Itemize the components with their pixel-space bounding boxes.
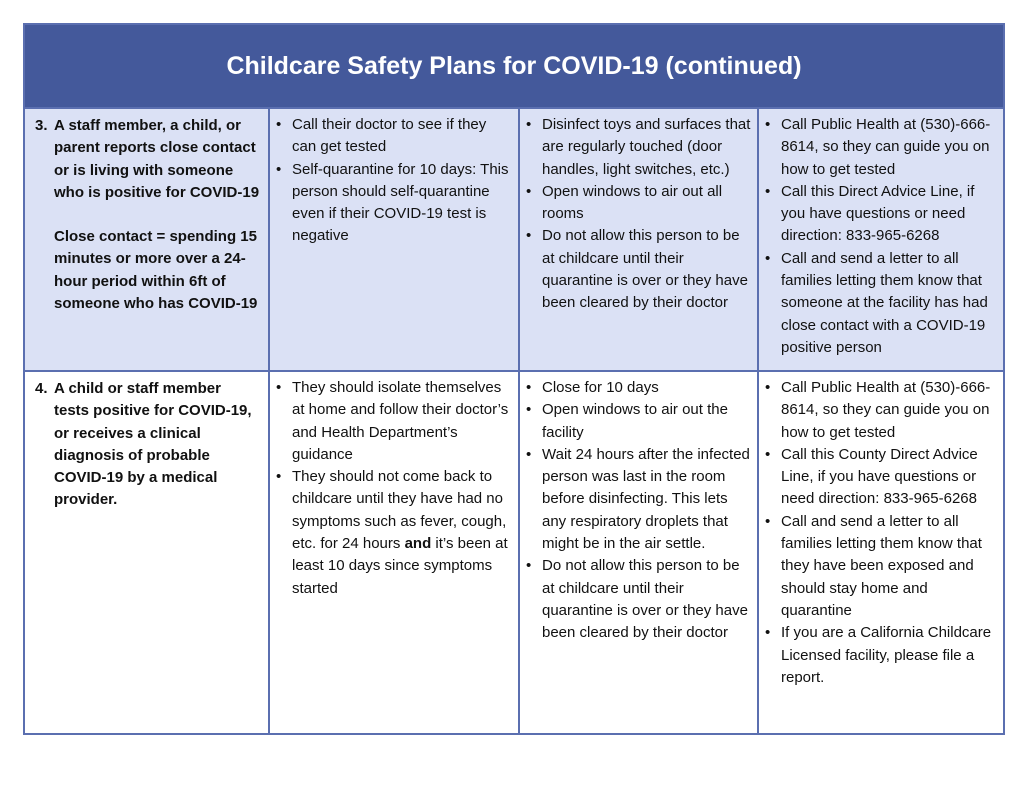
list-item: • Do not allow this person to be at childcare until their quarantine is over or they have been cleared by their doctor [542, 225, 751, 314]
list-item: • Open windows to air out the facility [542, 399, 751, 444]
list-item: • Call Public Health at (530)-666-8614, so they can guide you on how to get tested [781, 377, 997, 444]
facility-actions-cell [519, 108, 758, 371]
page-title: Childcare Safety Plans for COVID-19 (continued) [24, 24, 1004, 108]
list-item: • Call this County Direct Advice Line, if you have questions or need direction: 833-965-6268 [781, 444, 997, 511]
situation-cell [24, 108, 269, 371]
list-item-text: it’s been at least 10 days since symptoms started [292, 535, 508, 597]
row-number: 3. [35, 117, 48, 134]
list-item: • Call this Direct Advice Line, if you have questions or need direction: 833-965-6268 [781, 181, 997, 248]
situation-text: A staff member, a child, or parent reports close contact or is living with someone who is positive for COVID-19 [54, 117, 260, 201]
list-item: • Open windows to air out all rooms [542, 181, 751, 226]
actions-cell [269, 108, 519, 371]
list-item: • Wait 24 hours after the infected person was last in the room before disinfecting. This lets any respiratory droplets that might be in the air settle. [542, 444, 751, 555]
list-item: • Do not allow this person to be at childcare until their quarantine is over or they have been cleared by their doctor [542, 555, 751, 644]
notification-cell [758, 108, 1004, 371]
table-row [24, 108, 1004, 371]
title-row [24, 24, 1004, 108]
list-item: • Call their doctor to see if they can get tested [292, 114, 512, 159]
safety-plan-table [23, 23, 1005, 735]
facility-actions-cell [519, 371, 758, 734]
actions-cell [269, 371, 519, 734]
list-item: • If you are a California Childcare Licensed facility, please file a report. [781, 622, 997, 689]
list-item-text: They should not come back to childcare until they have had no symptoms such as fever, cough, etc. for 24 hours [292, 468, 507, 553]
situation-cell [24, 371, 269, 734]
list-item: • Call and send a letter to all families letting them know that they have been exposed and should stay home and quarantine [781, 511, 997, 622]
notification-cell [758, 371, 1004, 734]
list-item: • Call Public Health at (530)-666-8614, so they can guide you on how to get tested [781, 114, 997, 181]
list-item: • Call and send a letter to all families letting them know that someone at the facility has had close contact with a COVID-19 positive person [781, 248, 997, 359]
situation-text: A child or staff member tests positive for COVID-19, or receives a clinical diagnosis of probable COVID-19 by a medical provider. [54, 380, 252, 509]
row-number: 4. [35, 380, 48, 397]
list-item: • They should isolate themselves at home and follow their doctor’s and Health Department’s guidance [292, 377, 512, 466]
list-item: • Close for 10 days [542, 377, 751, 399]
list-item: • Self-quarantine for 10 days: This person should self-quarantine even if their COVID-19 test is negative [292, 159, 512, 248]
situation-note: Close contact = spending 15 minutes or more over a 24-hour period within 6ft of someone who has COVID-19 [54, 228, 258, 313]
emphasis-text: and [404, 535, 432, 553]
table-row [24, 371, 1004, 734]
list-item: • Disinfect toys and surfaces that are regularly touched (door handles, light switches, etc.) [542, 114, 751, 181]
list-item [292, 466, 512, 600]
